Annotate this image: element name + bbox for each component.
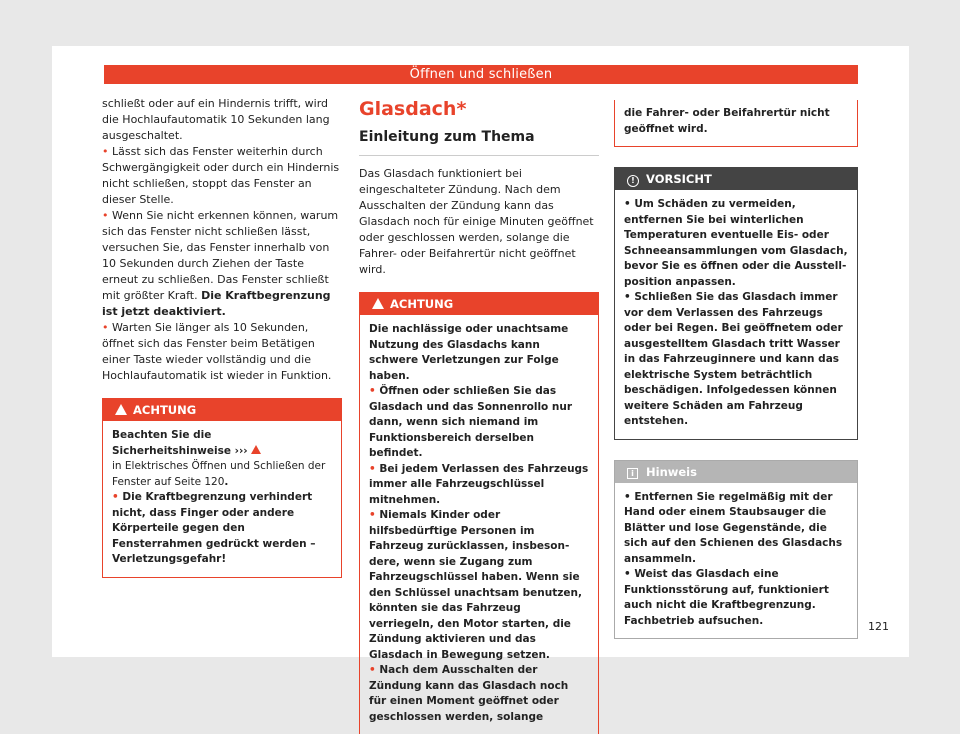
list-item: • Warten Sie länger als 10 Sekunden, öffnet sich das Fenster beim Betätigen einer Taste wieder vollständig und die Hochlaufautomatik ist wieder in Funktion. bbox=[102, 320, 342, 384]
list-item-text: Wenn Sie nicht erkennen können, warum sich das Fenster nicht schließen lässt, versuchen Sie, das Fenster innerhalb von 10 Sekunden durch Ziehen der Taste erneut zu schließen. Das Fenster schließt mit größter Kraft. bbox=[102, 209, 339, 302]
warning-body bbox=[360, 315, 598, 734]
reference-text: Beachten Sie die Sicherheitshinweise ››› bbox=[112, 429, 248, 457]
exclamation-icon: ! bbox=[627, 175, 639, 187]
note-bullet: • Weist das Glasdach eine Funktionsstörung auf, funktioniert auch nicht die Kraftbegrenzung. Fachbetrieb aufsuchen. bbox=[624, 567, 848, 629]
section-title: Glasdach* bbox=[359, 98, 467, 120]
warning-title: ACHTUNG bbox=[133, 403, 197, 417]
note-title: Hinweis bbox=[646, 464, 697, 479]
info-icon: i bbox=[627, 468, 638, 479]
warning-triangle-icon bbox=[115, 404, 127, 415]
caution-box bbox=[614, 167, 858, 440]
list-item: • Lässt sich das Fenster weiterhin durch Schwergängigkeit oder durch ein Hindernis nicht schließen, stoppt das Fenster an dieser Stelle. bbox=[102, 144, 342, 208]
warning-triangle-icon bbox=[372, 298, 384, 309]
caution-title: VORSICHT bbox=[646, 172, 712, 186]
caution-bullet: • Schließen Sie das Glasdach immer vor dem Verlassen des Fahrzeugs oder bei Regen. Bei geöffnetem oder ausgestelltem Glasdach tritt Wasser in das Fahrzeuginnere und kann das elektrische System beträchtlich beschädigen. Infolgedessen können weitere Schäden am Fahrzeug entstehen. bbox=[624, 290, 848, 430]
warning-continued-text: die Fahrer- oder Beifahrertür nicht geöffnet wird. bbox=[624, 107, 830, 135]
page-number: 121 bbox=[868, 620, 889, 633]
warning-bullet: • Niemals Kinder oder hilfsbedürftige Personen im Fahrzeug zurücklassen, insbesondere, wenn sie Zugang zum Fahrzeugschlüssel haben. Wenn sie den Schlüssel unachtsam benutzen, könnten sie das Fahrzeug verriegeln, den Motor starten, die Zündung aktivieren und das Glasdach in Bewegung setzen. bbox=[369, 508, 589, 663]
warning-title: ACHTUNG bbox=[390, 297, 454, 311]
warning-body bbox=[103, 421, 341, 577]
warning-bullet: • Bei jedem Verlassen des Fahrzeugs immer alle Fahrzeugschlüssel mitnehmen. bbox=[369, 462, 589, 509]
warning-bullet: • Die Kraftbegrenzung verhindert nicht, dass Finger oder andere Körperteile gegen den Fensterrahmen gedrückt werden – Verletzungsgefahr! bbox=[112, 490, 332, 568]
warning-triangle-icon bbox=[251, 445, 261, 454]
warning-bullet: • Nach dem Ausschalten der Zündung kann das Glasdach noch für einen Moment geöffnet oder geschlossen werden, solange bbox=[369, 663, 589, 725]
warning-box-continued bbox=[614, 100, 858, 147]
warning-header bbox=[103, 399, 341, 421]
list-item bbox=[102, 208, 342, 320]
section-header: Öffnen und schließen bbox=[104, 65, 858, 84]
warning-box bbox=[102, 398, 342, 578]
warning-bullet: • Öffnen oder schließen Sie das Glasdach und das Sonnenrollo nur dann, wenn sich niemand im Funktionsbereich derselben befindet. bbox=[369, 384, 589, 462]
reference-link[interactable]: in Elektrisches Öffnen und Schließen der Fenster auf Seite 120 bbox=[112, 460, 326, 488]
column-2 bbox=[359, 97, 599, 734]
column-3 bbox=[614, 100, 858, 639]
warning-box bbox=[359, 292, 599, 734]
intro-paragraph: schließt oder auf ein Hindernis trifft, wird die Hochlaufautomatik 10 Sekunden lang ausgeschaltet. bbox=[102, 97, 330, 142]
note-bullet: • Entfernen Sie regelmäßig mit der Hand oder einem Staubsauger die Blätter und lose Gegenstände, die sich auf den Schienen des Glasdachs ansammeln. bbox=[624, 490, 848, 568]
warning-header bbox=[360, 293, 598, 315]
column-1 bbox=[102, 96, 342, 578]
section-subtitle: Einleitung zum Thema bbox=[359, 127, 599, 156]
emphasis-text: Die Kraftbegrenzung ist jetzt deaktiviert. bbox=[102, 289, 331, 318]
reference-end: . bbox=[224, 475, 229, 488]
note-box bbox=[614, 460, 858, 640]
caution-bullet: • Um Schäden zu vermeiden, entfernen Sie bei winterlichen Temperaturen eventuelle Eis- oder Schneeansammlungen vom Glasdach, bevor Sie es öffnen oder die Ausstellposition anpassen. bbox=[624, 197, 848, 290]
note-body bbox=[615, 483, 857, 639]
body-paragraph: Das Glasdach funktioniert bei eingeschalteter Zündung. Nach dem Ausschalten der Zündung kann das Glasdach noch für einige Minuten geöffnet oder geschlossen werden, solange die Fahrer- oder Beifahrertür nicht geöffnet wird. bbox=[359, 167, 594, 276]
caution-header bbox=[615, 168, 857, 190]
caution-body bbox=[615, 190, 857, 439]
note-header bbox=[615, 461, 857, 483]
warning-reference bbox=[112, 428, 332, 490]
warning-intro: Die nachlässige oder unachtsame Nutzung des Glasdachs kann schwere Verletzungen zur Folge haben. bbox=[369, 323, 569, 382]
